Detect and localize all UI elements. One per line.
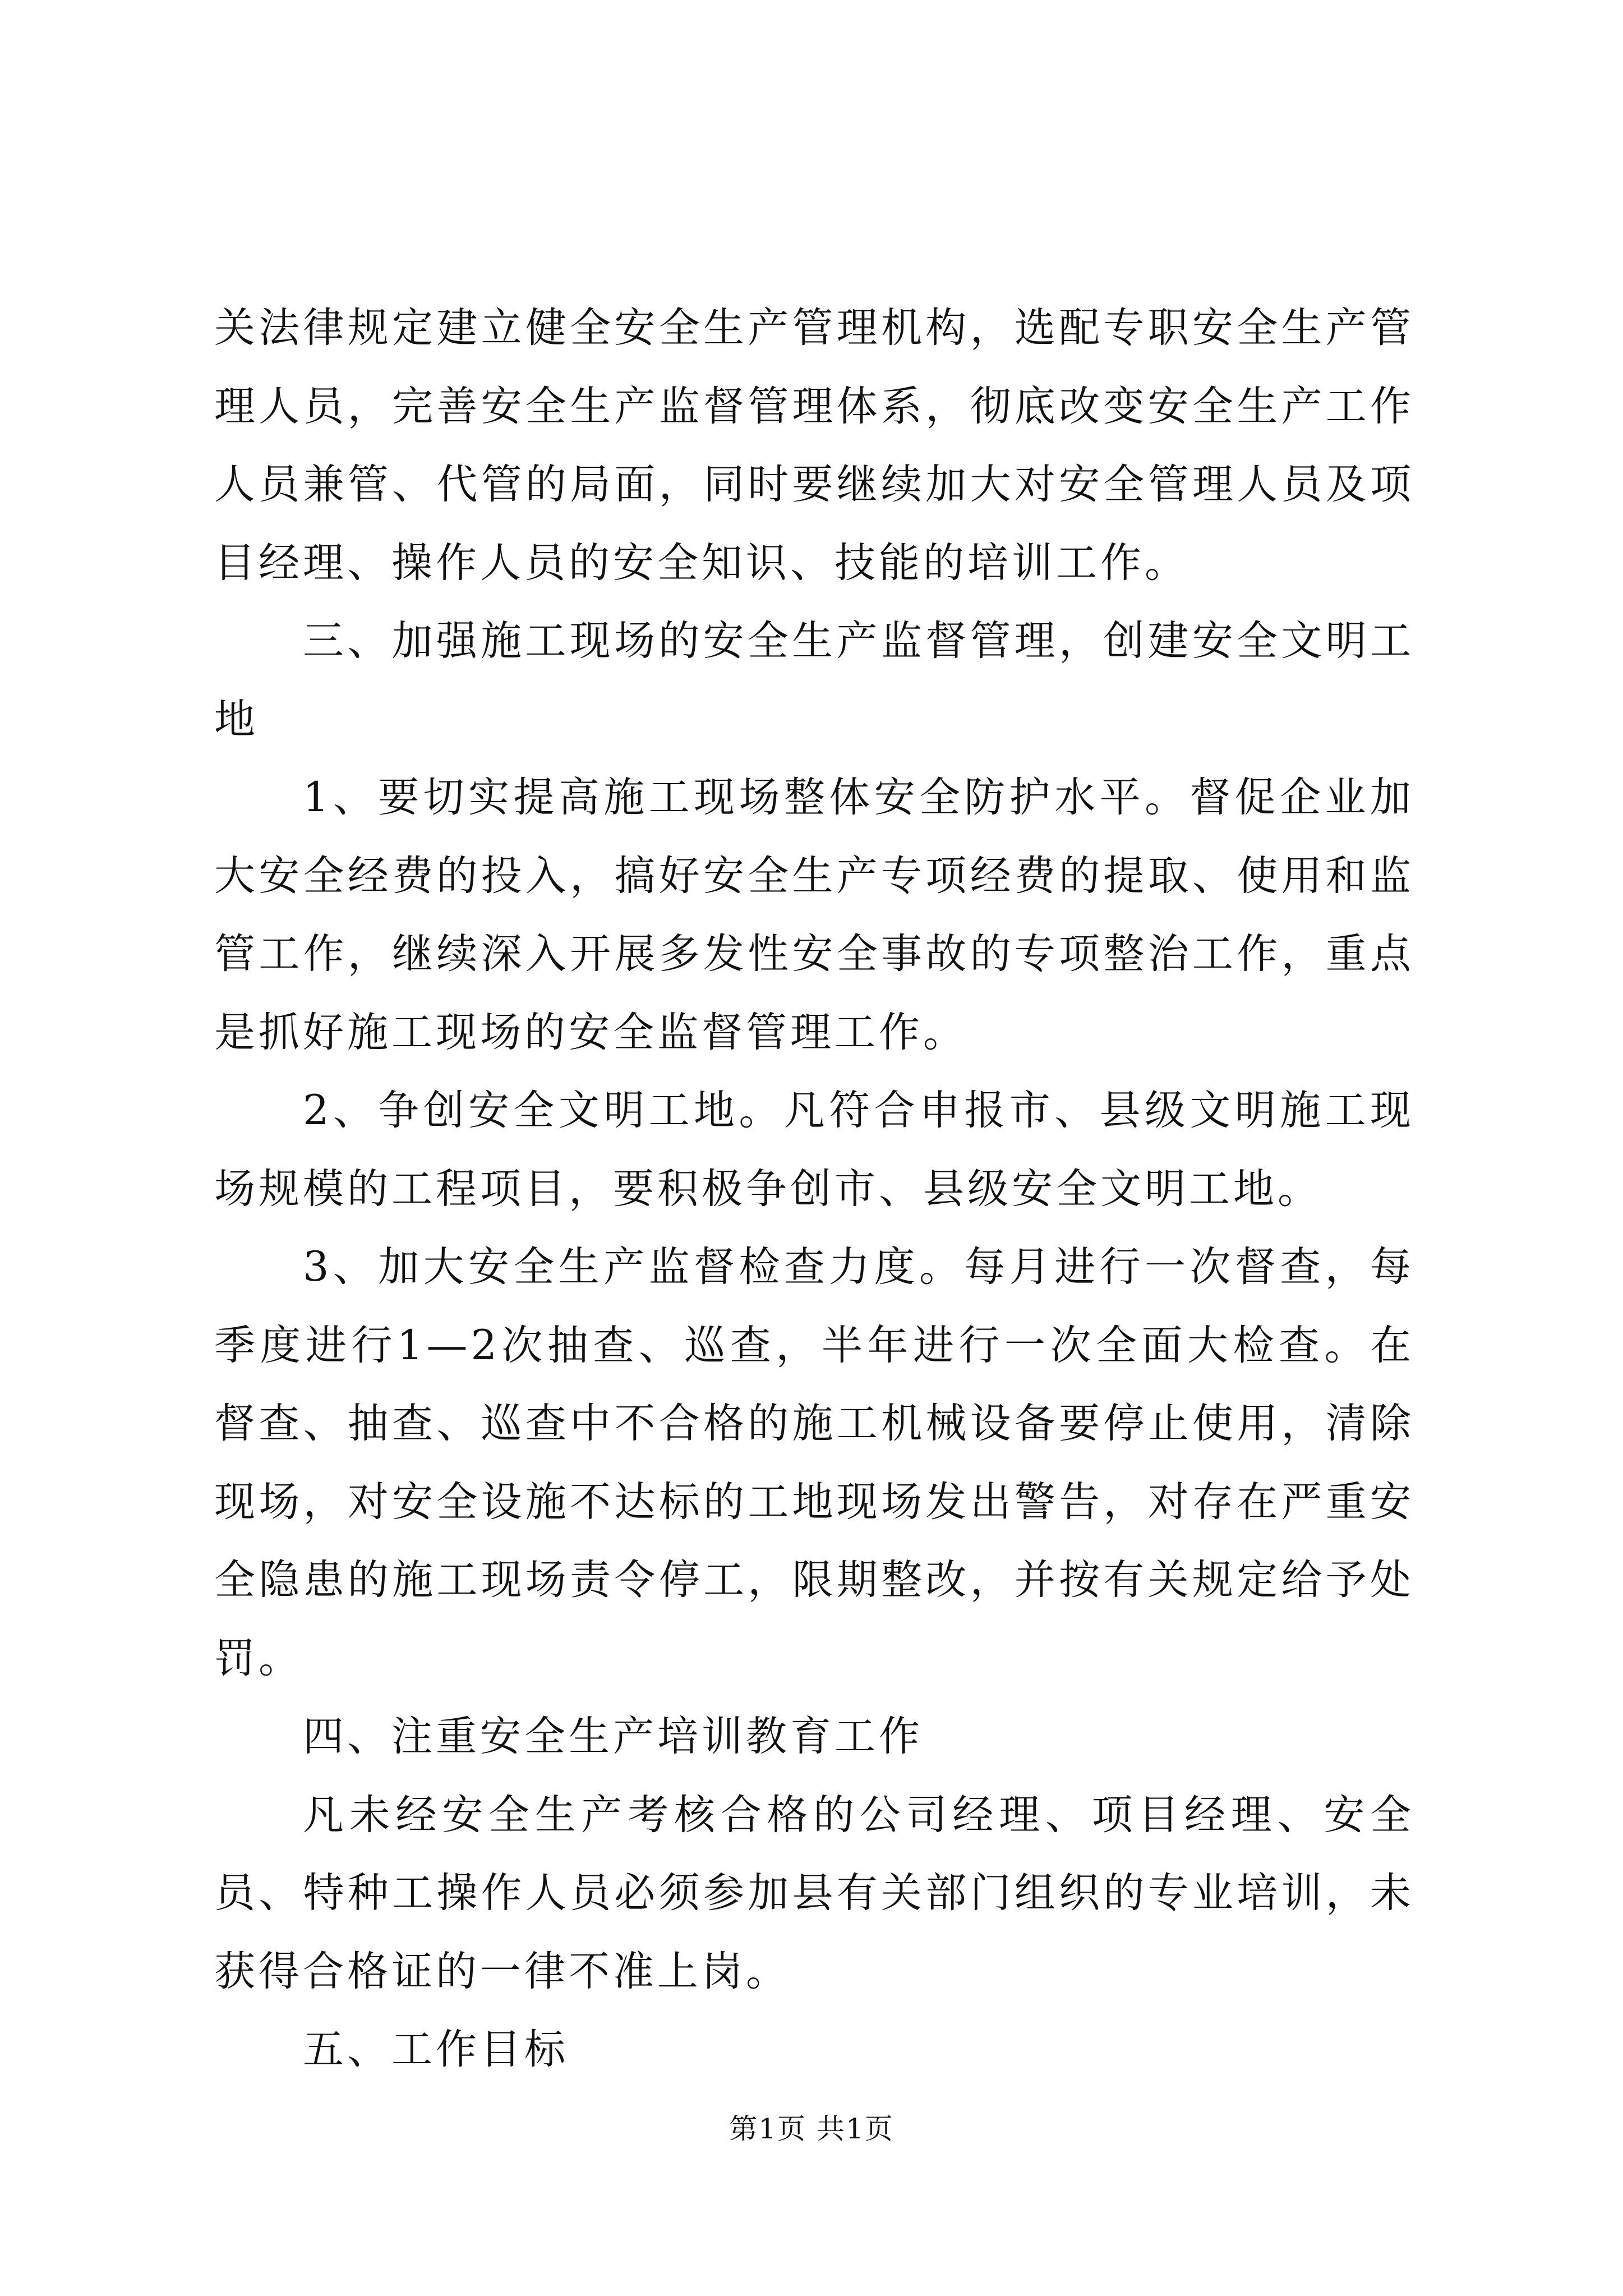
page-footer: 第1页 共1页 xyxy=(729,2113,894,2145)
paragraph-item-3: 3、加大安全生产监督检查力度。每月进行一次督查，每季度进行1—2次抽查、巡查，半年进行一次全面大检查。在督查、抽查、巡查中不合格的施工机械设备要停止使用，清除现场，对安全设施不达标的工地现场发出警告，对存在严重安全隐患的施工现场责令停工，限期整改，并按有关规定给予处罚。 xyxy=(214,1243,1414,1682)
section-heading-3: 三、加强施工现场的安全生产监督管理，创建安全文明工地 xyxy=(214,617,1414,743)
paragraph-item-1: 1、要切实提高施工现场整体安全防护水平。督促企业加大安全经费的投入，搞好安全生产专项经费的提取、使用和监管工作，继续深入开展多发性安全事故的专项整治工作，重点是抓好施工现场的安全监督管理工作。 xyxy=(214,774,1414,1056)
paragraph-continuation: 关法律规定建立健全安全生产管理机构，选配专职安全生产管理人员，完善安全生产监督管理体系，彻底改变安全生产工作人员兼管、代管的局面，同时要继续加大对安全管理人员及项目经理、操作人员的安全知识、技能的培训工作。 xyxy=(214,304,1414,587)
paragraph-training: 凡未经安全生产考核合格的公司经理、项目经理、安全员、特种工操作人员必须参加县有关部门组织的专业培训，未获得合格证的一律不准上岗。 xyxy=(214,1791,1414,1995)
section-heading-5: 五、工作目标 xyxy=(303,2026,569,2073)
section-heading-4: 四、注重安全生产培训教育工作 xyxy=(303,1713,923,1760)
paragraph-item-2: 2、争创安全文明工地。凡符合申报市、县级文明施工现场规模的工程项目，要积极争创市、县级安全文明工地。 xyxy=(214,1087,1414,1213)
document-body xyxy=(214,289,1414,2089)
